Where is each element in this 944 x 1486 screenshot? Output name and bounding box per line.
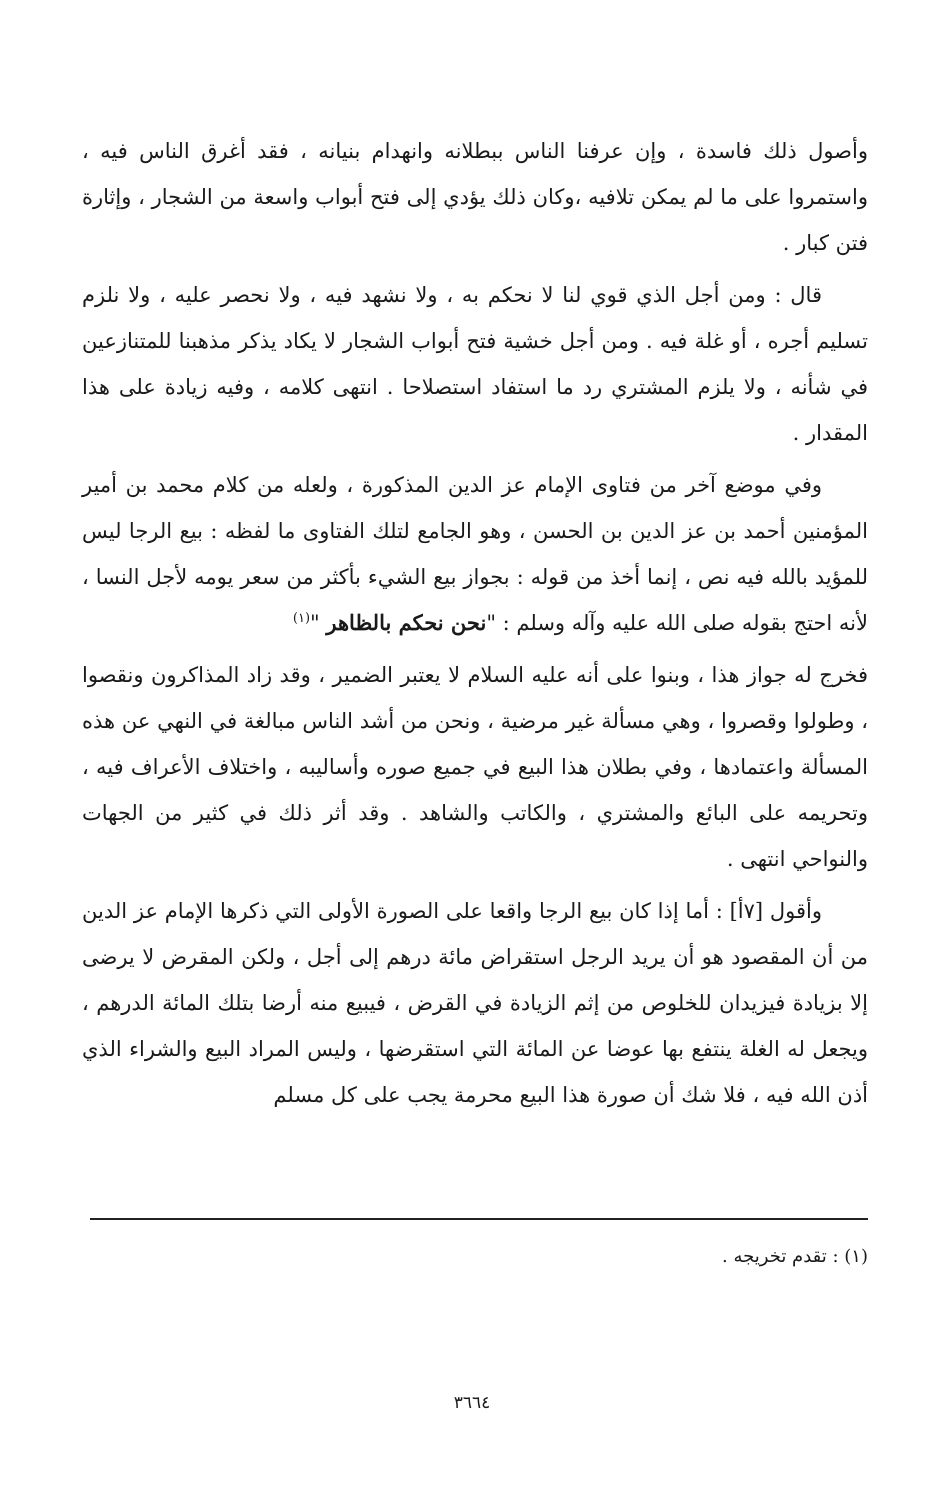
paragraph-5: وأقول [٧أ] : أما إذا كان بيع الرجا واقعا على الصورة الأولى التي ذكرها الإمام عز الدين من أن المقصود هو أن يريد الرجل استقراض مائة درهم إلى أجل ، ولكن المقرض لا يرضى إلا بزيادة فيزيدان للخلوص من إثم الزيادة في القرض ، فيبيع منه أرضا بتلك المائة الدرهم ، ويجعل له الغلة ينتفع بها عوضا عن المائة التي استقرضها ، وليس المراد البيع والشراء الذي أذن الله فيه ، فلا شك أن صورة هذا البيع محرمة يجب على كل مسلم [82,899,868,1107]
paragraph-1: وأصول ذلك فاسدة ، وإن عرفنا الناس ببطلانه وانهدام بنيانه ، فقد أغرق الناس فيه ، واستمروا على ما لم يمكن تلافيه ،وكان ذلك يؤدي إلى فتح أبواب واسعة من الشجار ، وإثارة فتن كبار . [82,139,868,255]
hadith-quote: نحن نحكم بالظاهر [326,610,487,635]
hadith-closing-mark: " [310,611,320,635]
page-body [82,128,868,1118]
footnote-reference: (١) [292,611,311,626]
paragraph-2: قال : ومن أجل الذي قوي لنا لا نحكم به ، ولا نشهد فيه ، ولا نحصر عليه ، ولا نلزم تسليم أجره ، أو غلة فيه . ومن أجل خشية فتح أبواب الشجار لا يكاد يذكر مذهبنا للمتنازعين في شأنه ، ولا يلزم المشتري رد ما استفاد استصلاحا . انتهى كلامه ، وفيه زيادة على هذا المقدار . [82,283,868,445]
paragraph-4: فخرج له جواز هذا ، وبنوا على أنه عليه السلام لا يعتبر الضمير ، وقد زاد المذاكرون ونقصوا ، وطولوا وقصروا ، وهي مسألة غير مرضية ، ونحن من أشد الناس مبالغة في النهي عن هذه المسألة واعتمادها ، وفي بطلان هذا البيع في جميع صوره وأساليبه ، واختلاف الأعراف فيه ، وتحريمه على البائع والمشتري ، والكاتب والشاهد . وقد أثر ذلك في كثير من الجهات والنواحي انتهى . [82,663,868,871]
paragraph-3-text: وفي موضع آخر من فتاوى الإمام عز الدين المذكورة ، ولعله من كلام محمد بن أمير المؤمنين أحمد بن عز الدين بن الحسن ، وهو الجامع لتلك الفتاوى ما لفظه : بيع الرجا ليس للمؤيد بالله فيه نص ، إنما أخذ من قوله : بجواز بيع الشيء بأكثر من سعر يومه لأجل النسا ، لأنه احتج بقوله صلى الله عليه وآله وسلم : " [82,473,868,635]
footnote-divider [90,1218,868,1220]
page-number: ٣٦٦٤ [453,1393,491,1413]
footnote: (١) : تقدم تخريجه . [722,1246,868,1267]
paragraph-3 [82,462,868,646]
